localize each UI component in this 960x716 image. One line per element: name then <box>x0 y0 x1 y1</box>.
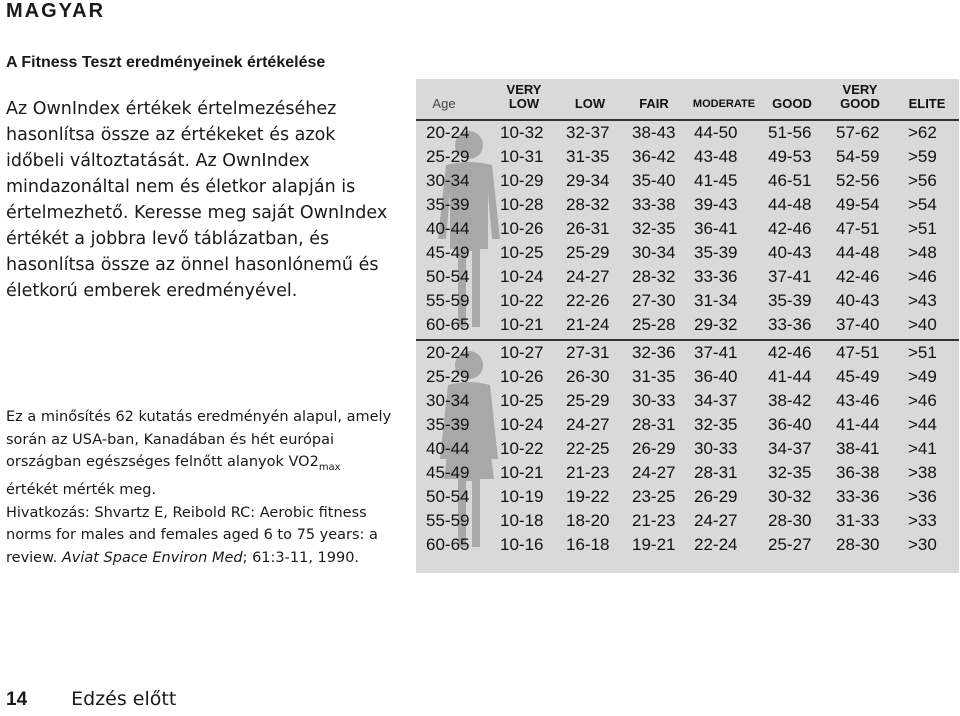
score-cell: 31-35 <box>632 367 676 386</box>
score-cell: 31-35 <box>566 147 610 166</box>
score-cell: >36 <box>908 487 937 506</box>
column-header-low <box>494 79 554 117</box>
column-header-label: LOW <box>574 96 606 111</box>
score-cell: 39-43 <box>694 195 738 214</box>
score-cell: 26-29 <box>632 439 676 458</box>
score-cell: 32-36 <box>632 343 676 362</box>
score-cell: 35-39 <box>768 291 812 310</box>
score-cell: 24-27 <box>632 463 676 482</box>
score-cell: 25-29 <box>566 391 610 410</box>
score-cell: 33-36 <box>768 315 812 334</box>
score-cell: 42-46 <box>768 343 812 362</box>
fitness-norms-table <box>416 79 959 573</box>
group-divider <box>416 339 959 341</box>
table-row <box>416 315 959 339</box>
score-cell: 42-46 <box>768 219 812 238</box>
score-cell: >54 <box>908 195 937 214</box>
score-cell: >62 <box>908 123 937 142</box>
study-note-text: Ez a minősítés 62 kutatás eredményén alapul, amely során az USA-ban, Kanadában és hét európai országban egészséges felnőtt alanyok VO2 <box>6 409 392 470</box>
score-cell: 26-31 <box>566 219 610 238</box>
score-cell: 44-48 <box>768 195 812 214</box>
column-header-top: VERY <box>842 82 878 97</box>
table-row <box>416 535 959 559</box>
score-cell: 24-27 <box>694 511 738 530</box>
table-row <box>416 367 959 391</box>
column-header-fair <box>626 79 682 117</box>
age-range-cell: 40-44 <box>426 439 470 458</box>
score-cell: 22-26 <box>566 291 610 310</box>
table-row <box>416 291 959 315</box>
score-cell: 26-29 <box>694 487 738 506</box>
table-row <box>416 219 959 243</box>
table-group-1 <box>416 123 959 345</box>
score-cell: 38-41 <box>836 439 880 458</box>
age-range-cell: 45-49 <box>426 243 470 262</box>
column-header-elite <box>902 79 952 117</box>
reference <box>6 502 396 570</box>
column-header-age <box>420 79 468 117</box>
score-cell: 10-19 <box>500 487 544 506</box>
score-cell: >46 <box>908 391 937 410</box>
score-cell: >43 <box>908 291 937 310</box>
age-range-cell: 25-29 <box>426 367 470 386</box>
score-cell: 10-16 <box>500 535 544 554</box>
score-cell: 43-46 <box>836 391 880 410</box>
score-cell: >44 <box>908 415 937 434</box>
age-range-cell: 25-29 <box>426 147 470 166</box>
score-cell: 36-41 <box>694 219 738 238</box>
score-cell: 10-27 <box>500 343 544 362</box>
vo2-subscript: max <box>318 461 341 473</box>
score-cell: 10-18 <box>500 511 544 530</box>
section-title: A Fitness Teszt eredményeinek értékelése <box>6 54 326 71</box>
score-cell: 57-62 <box>836 123 880 142</box>
score-cell: >30 <box>908 535 937 554</box>
table-row <box>416 195 959 219</box>
score-cell: 30-34 <box>632 243 676 262</box>
age-range-cell: 35-39 <box>426 195 470 214</box>
score-cell: 10-28 <box>500 195 544 214</box>
score-cell: 43-48 <box>694 147 738 166</box>
score-cell: 46-51 <box>768 171 812 190</box>
score-cell: 47-51 <box>836 343 880 362</box>
score-cell: 28-31 <box>694 463 738 482</box>
table-row <box>416 267 959 291</box>
score-cell: 29-34 <box>566 171 610 190</box>
score-cell: 38-43 <box>632 123 676 142</box>
score-cell: 10-21 <box>500 315 544 334</box>
score-cell: 10-22 <box>500 291 544 310</box>
score-cell: 44-48 <box>836 243 880 262</box>
score-cell: 31-33 <box>836 511 880 530</box>
score-cell: 47-51 <box>836 219 880 238</box>
score-cell: 28-31 <box>632 415 676 434</box>
score-cell: 37-41 <box>694 343 738 362</box>
score-cell: 42-46 <box>836 267 880 286</box>
score-cell: 24-27 <box>566 267 610 286</box>
score-cell: 10-24 <box>500 415 544 434</box>
score-cell: 32-35 <box>768 463 812 482</box>
score-cell: 49-54 <box>836 195 880 214</box>
score-cell: 33-36 <box>836 487 880 506</box>
score-cell: 19-21 <box>632 535 676 554</box>
methodology-note <box>6 406 396 569</box>
score-cell: 10-25 <box>500 243 544 262</box>
score-cell: 40-43 <box>768 243 812 262</box>
table-row <box>416 391 959 415</box>
study-note <box>6 406 396 502</box>
score-cell: 30-32 <box>768 487 812 506</box>
score-cell: 45-49 <box>836 367 880 386</box>
column-header-label: GOOD <box>840 96 880 111</box>
table-row <box>416 243 959 267</box>
column-header-label: GOOD <box>772 96 812 111</box>
score-cell: 30-33 <box>694 439 738 458</box>
score-cell: >56 <box>908 171 937 190</box>
table-header <box>416 79 959 117</box>
score-cell: 33-38 <box>632 195 676 214</box>
age-range-cell: 40-44 <box>426 219 470 238</box>
score-cell: 32-37 <box>566 123 610 142</box>
score-cell: 54-59 <box>836 147 880 166</box>
column-header-top: VERY <box>506 82 542 97</box>
score-cell: 10-21 <box>500 463 544 482</box>
table-row <box>416 463 959 487</box>
age-range-cell: 30-34 <box>426 391 470 410</box>
score-cell: 27-30 <box>632 291 676 310</box>
score-cell: 33-36 <box>694 267 738 286</box>
column-header-good <box>762 79 822 117</box>
score-cell: 25-29 <box>566 243 610 262</box>
header-divider <box>416 119 959 121</box>
score-cell: 52-56 <box>836 171 880 190</box>
score-cell: >46 <box>908 267 937 286</box>
column-header-label: ELITE <box>908 96 946 111</box>
score-cell: 10-31 <box>500 147 544 166</box>
score-cell: 36-40 <box>768 415 812 434</box>
score-cell: 32-35 <box>694 415 738 434</box>
age-range-cell: 55-59 <box>426 511 470 530</box>
score-cell: 10-26 <box>500 367 544 386</box>
score-cell: >59 <box>908 147 937 166</box>
score-cell: 28-32 <box>632 267 676 286</box>
table-row <box>416 171 959 195</box>
language-heading: MAGYAR <box>6 0 106 22</box>
age-range-cell: 50-54 <box>426 267 470 286</box>
age-range-cell: 60-65 <box>426 315 470 334</box>
score-cell: 40-43 <box>836 291 880 310</box>
score-cell: >51 <box>908 219 937 238</box>
score-cell: 10-29 <box>500 171 544 190</box>
score-cell: 24-27 <box>566 415 610 434</box>
age-range-cell: 20-24 <box>426 123 470 142</box>
score-cell: 35-39 <box>694 243 738 262</box>
score-cell: 49-53 <box>768 147 812 166</box>
score-cell: 30-33 <box>632 391 676 410</box>
intro-paragraph: Az OwnIndex értékek értelmezéséhez hasonlítsa össze az értékeket és azok időbeli változtatását. Az OwnIndex mindazonáltal nem és életkor alapján is értelmezhető. Keresse meg saját OwnIndex értékét a jobbra levő táblázatban, és hasonlítsa össze az önnel hasonlónemű és életkorú emberek eredményével. <box>6 99 388 301</box>
score-cell: 34-37 <box>768 439 812 458</box>
column-header-label: LOW <box>508 96 540 111</box>
table-row <box>416 487 959 511</box>
score-cell: 21-23 <box>566 463 610 482</box>
table-row <box>416 123 959 147</box>
score-cell: 10-22 <box>500 439 544 458</box>
score-cell: 19-22 <box>566 487 610 506</box>
reference-journal: Aviat Space Environ Med <box>61 549 243 566</box>
age-range-cell: 30-34 <box>426 171 470 190</box>
column-header-good <box>830 79 890 117</box>
age-range-cell: 35-39 <box>426 415 470 434</box>
score-cell: 21-24 <box>566 315 610 334</box>
score-cell: 28-32 <box>566 195 610 214</box>
score-cell: 21-23 <box>632 511 676 530</box>
score-cell: 22-25 <box>566 439 610 458</box>
table-row <box>416 511 959 535</box>
score-cell: 10-26 <box>500 219 544 238</box>
score-cell: 29-32 <box>694 315 738 334</box>
score-cell: 25-28 <box>632 315 676 334</box>
score-cell: 41-44 <box>836 415 880 434</box>
score-cell: 10-24 <box>500 267 544 286</box>
score-cell: 10-32 <box>500 123 544 142</box>
reference-text: Hivatkozás: Shvartz E, Reibold RC: Aerobic fitness norms for males and females aged 6 to 75 years: a review. <box>6 504 378 566</box>
score-cell: 44-50 <box>694 123 738 142</box>
score-cell: 18-20 <box>566 511 610 530</box>
score-cell: 37-41 <box>768 267 812 286</box>
table-row <box>416 439 959 463</box>
score-cell: 38-42 <box>768 391 812 410</box>
score-cell: >48 <box>908 243 937 262</box>
column-header-label: Age <box>432 96 456 111</box>
score-cell: 16-18 <box>566 535 610 554</box>
score-cell: 10-25 <box>500 391 544 410</box>
age-range-cell: 60-65 <box>426 535 470 554</box>
age-range-cell: 20-24 <box>426 343 470 362</box>
score-cell: 26-30 <box>566 367 610 386</box>
score-cell: 32-35 <box>632 219 676 238</box>
column-header-moderate <box>688 79 760 117</box>
score-cell: >41 <box>908 439 937 458</box>
column-header-low <box>560 79 620 117</box>
score-cell: 41-44 <box>768 367 812 386</box>
score-cell: 23-25 <box>632 487 676 506</box>
score-cell: 36-38 <box>836 463 880 482</box>
age-range-cell: 55-59 <box>426 291 470 310</box>
table-row <box>416 147 959 171</box>
score-cell: >51 <box>908 343 937 362</box>
score-cell: 25-27 <box>768 535 812 554</box>
score-cell: 37-40 <box>836 315 880 334</box>
footer-section: Edzés előtt <box>71 688 177 710</box>
score-cell: 27-31 <box>566 343 610 362</box>
score-cell: 41-45 <box>694 171 738 190</box>
score-cell: >40 <box>908 315 937 334</box>
age-range-cell: 45-49 <box>426 463 470 482</box>
score-cell: 35-40 <box>632 171 676 190</box>
score-cell: 31-34 <box>694 291 738 310</box>
score-cell: >33 <box>908 511 937 530</box>
table-row <box>416 415 959 439</box>
score-cell: 51-56 <box>768 123 812 142</box>
score-cell: 34-37 <box>694 391 738 410</box>
column-header-label: FAIR <box>639 96 669 111</box>
score-cell: 36-42 <box>632 147 676 166</box>
reference-end: ; 61:3-11, 1990. <box>242 549 360 566</box>
table-row <box>416 343 959 367</box>
score-cell: 36-40 <box>694 367 738 386</box>
score-cell: 28-30 <box>768 511 812 530</box>
age-range-cell: 50-54 <box>426 487 470 506</box>
score-cell: 28-30 <box>836 535 880 554</box>
page-number: 14 <box>6 689 28 710</box>
study-note-end: értékét mérték meg. <box>6 482 157 499</box>
score-cell: >49 <box>908 367 937 386</box>
table-group-2 <box>416 343 959 565</box>
column-header-label: MODERATE <box>692 98 756 110</box>
score-cell: 22-24 <box>694 535 738 554</box>
page-footer <box>6 688 176 711</box>
score-cell: >38 <box>908 463 937 482</box>
